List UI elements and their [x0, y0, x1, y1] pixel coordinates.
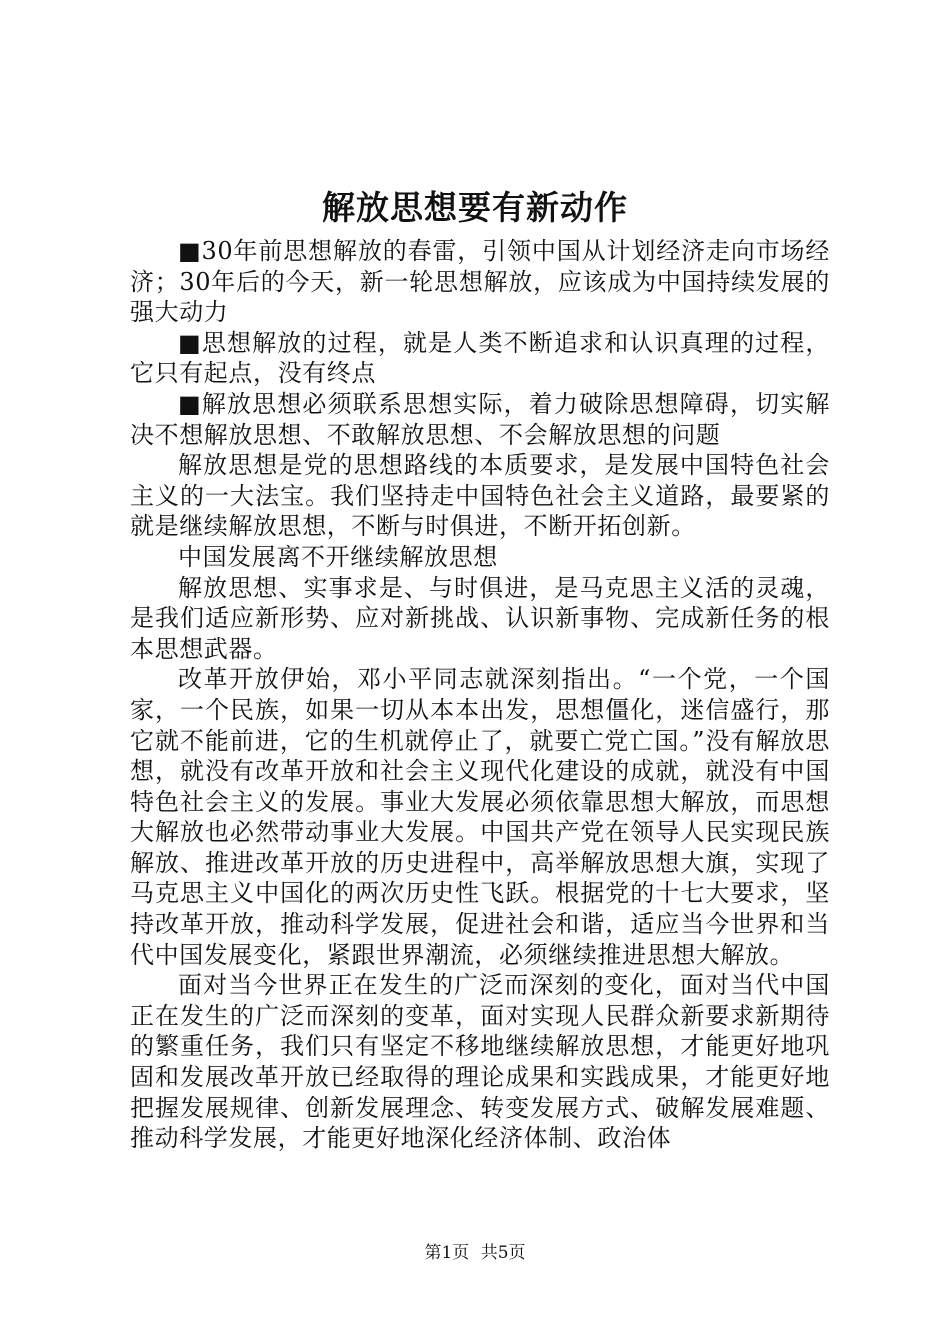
body-paragraph: 解放思想是党的思想路线的本质要求，是发展中国特色社会主义的一大法宝。我们坚持走中国特色社会主义道路，最要紧的就是继续解放思想，不断与时俱进，不断开拓创新。: [130, 451, 830, 541]
section-heading: 中国发展离不开继续解放思想: [178, 542, 498, 571]
page-total: 共5页: [480, 1243, 526, 1263]
lead-paragraph-2: ■思想解放的过程，就是人类不断追求和认识真理的过程，它只有起点，没有终点: [130, 328, 830, 388]
page-title: 解放思想要有新动作: [322, 188, 628, 227]
lead-paragraph-3: ■解放思想必须联系思想实际，着力破除思想障碍，切实解决不想解放思想、不敢解放思想、不会解放思想的问题: [130, 389, 830, 449]
body-paragraph: 改革开放伊始，邓小平同志就深刻指出。“一个党，一个国家，一个民族，如果一切从本本出发，思想僵化，迷信盛行，那它就不能前进，它的生机就停止了，就要亡党亡国。”没有解放思想，就没有改革开放和社会主义现代化建设的成就，就没有中国特色社会主义的发展。事业大发展必须依靠思想大解放，而思想大解放也必然带动事业大发展。中国共产党在领导人民实现民族解放、推进改革开放的历史进程中，高举解放思想大旗，实现了马克思主义中国化的两次历史性飞跃。根据党的十七大要求，坚持改革开放，推动科学发展，促进社会和谐，适应当今世界和当代中国发展变化，紧跟世界潮流，必须继续推进思想大解放。: [130, 665, 830, 969]
article-body: [130, 236, 830, 1154]
page-footer: [0, 1242, 950, 1264]
body-paragraph: 面对当今世界正在发生的广泛而深刻的变化，面对当代中国正在发生的广泛而深刻的变革，面对实现人民群众新要求新期待的繁重任务，我们只有坚定不移地继续解放思想，才能更好地巩固和发展改革开放已经取得的理论成果和实践成果，才能更好地把握发展规律、创新发展理念、转变发展方式、破解发展难题、推动科学发展，才能更好地深化经济体制、政治体: [130, 971, 830, 1153]
lead-paragraph-1: ■30年前思想解放的春雷，引领中国从计划经济走向市场经济；30年后的今天，新一轮思想解放，应该成为中国持续发展的强大动力: [130, 237, 830, 327]
page-number: 第1页: [424, 1243, 470, 1263]
body-paragraph: 解放思想、实事求是、与时俱进，是马克思主义活的灵魂，是我们适应新形势、应对新挑战、认识新事物、完成新任务的根本思想武器。: [130, 573, 830, 663]
